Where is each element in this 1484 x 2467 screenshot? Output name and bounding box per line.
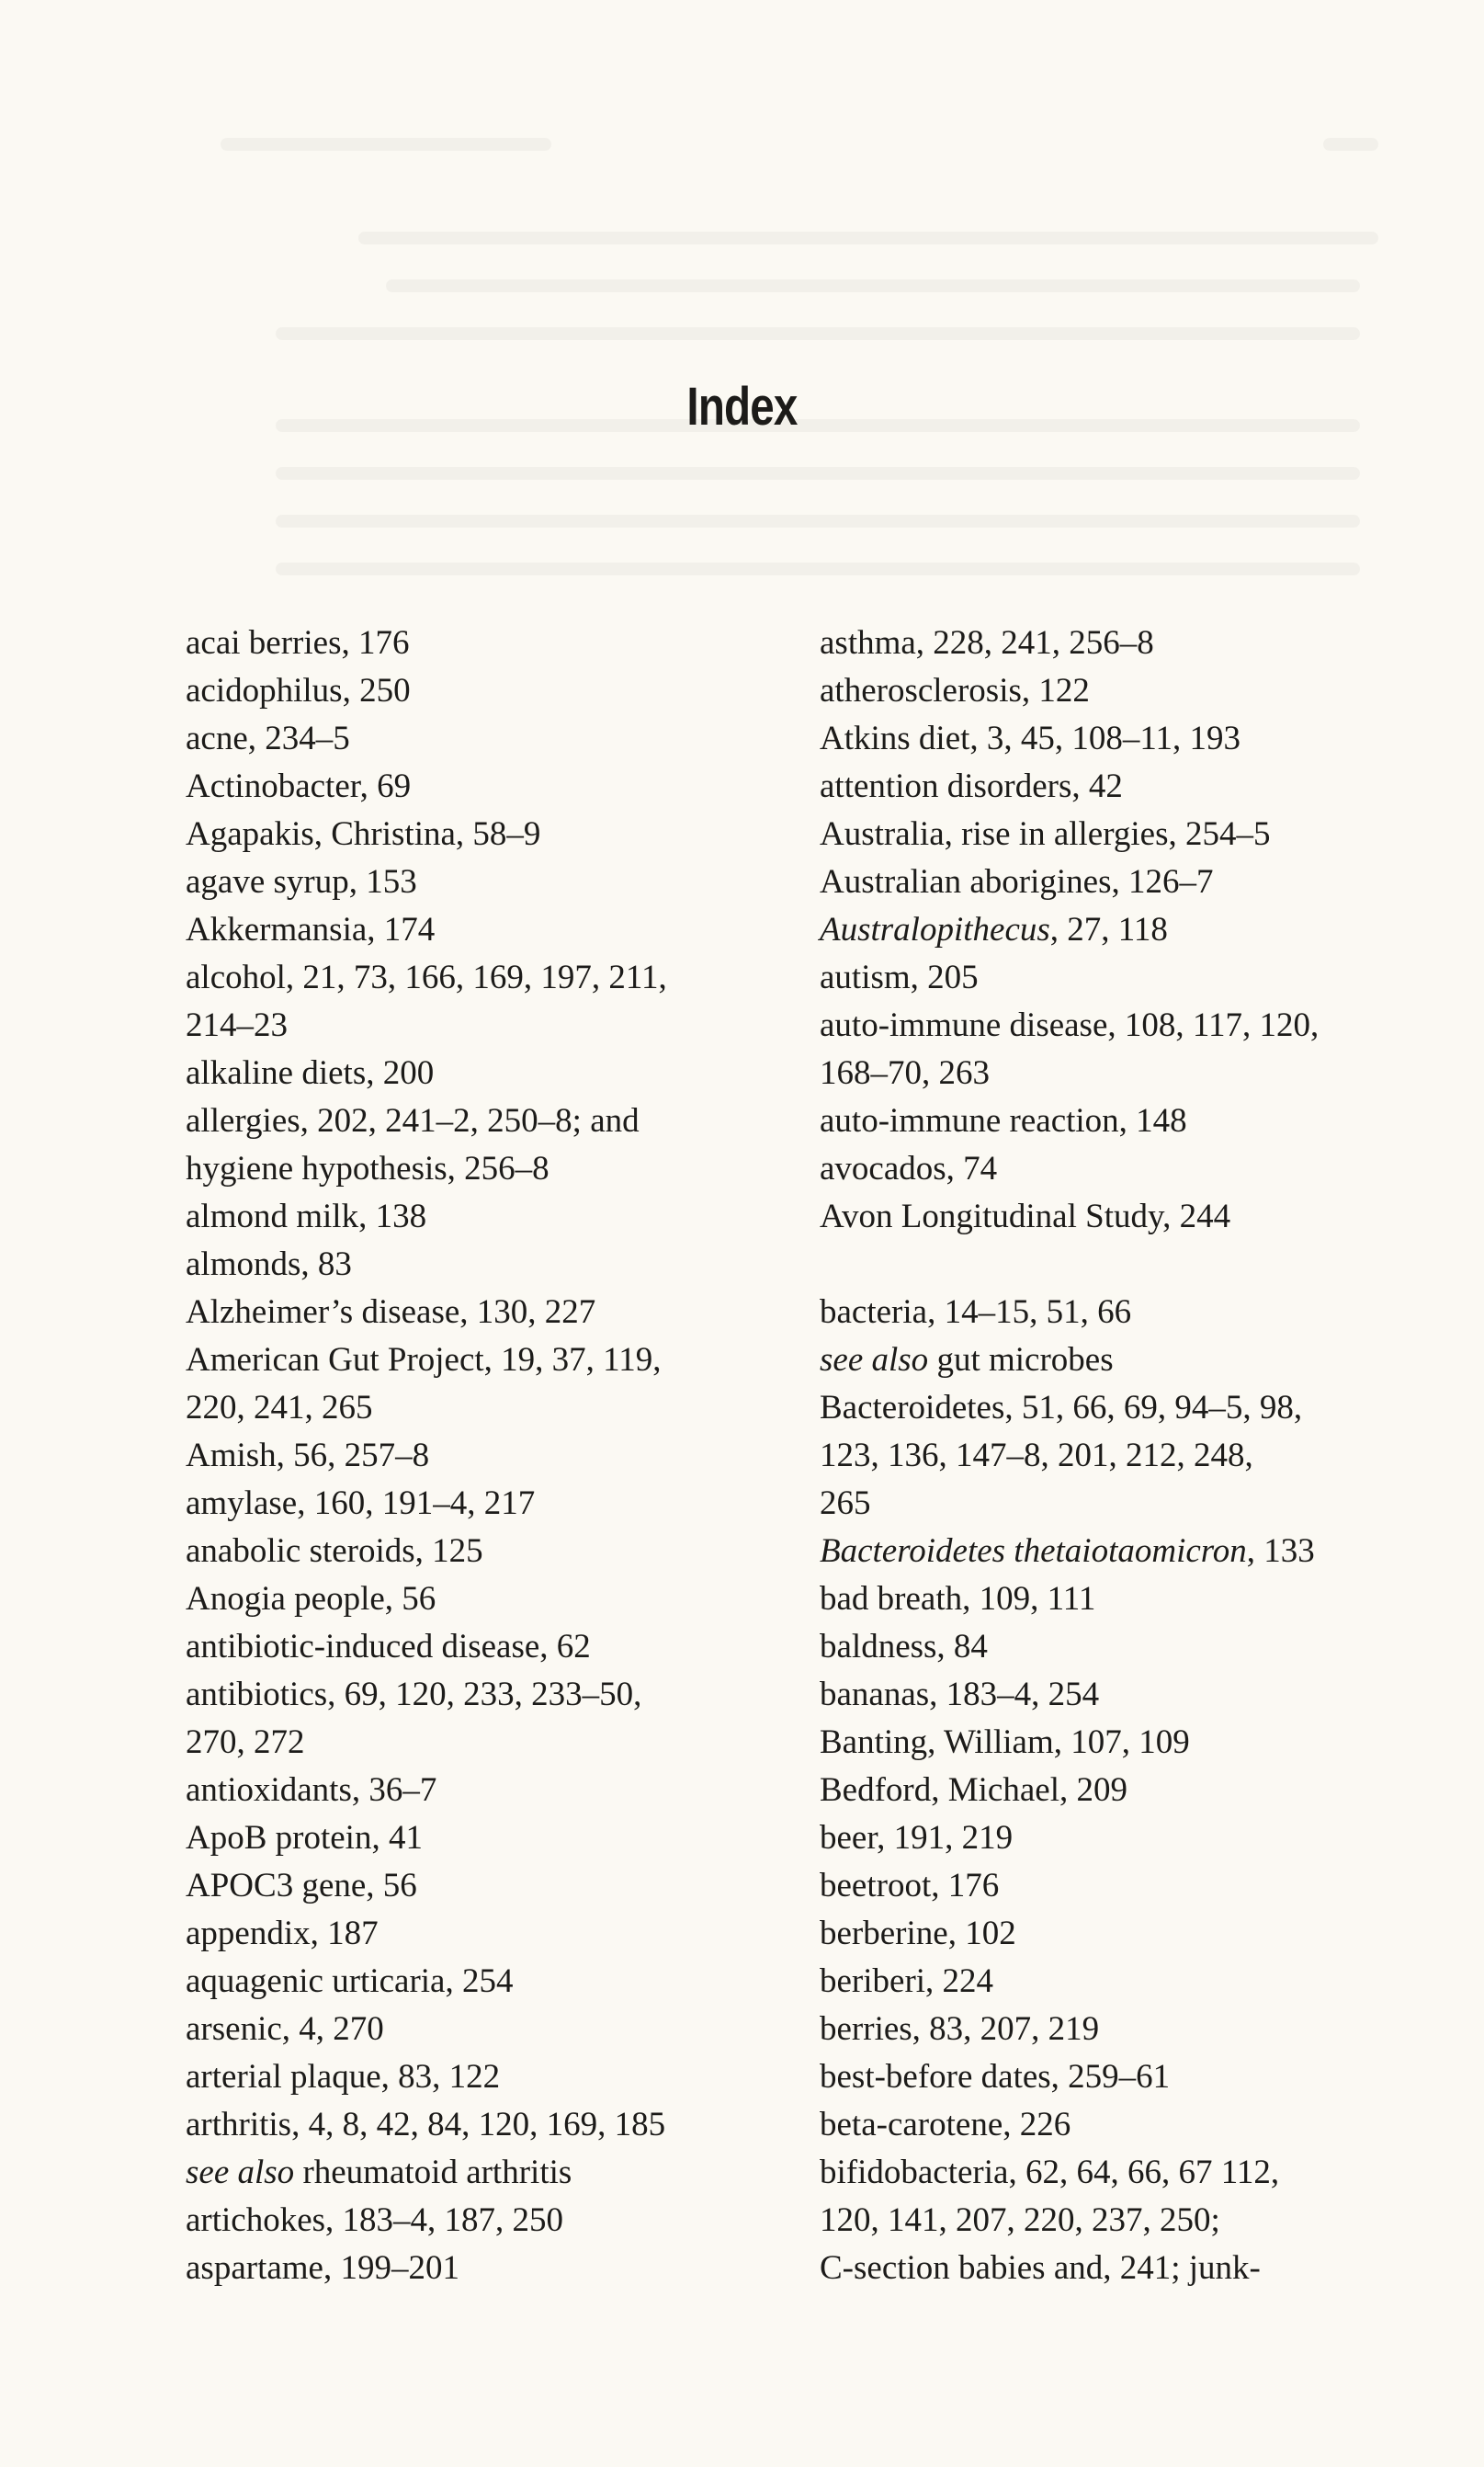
index-entry xyxy=(820,1289,1389,1384)
entry-text: appendix, 187 xyxy=(186,1915,379,1952)
index-entry-text xyxy=(820,1002,1389,1050)
index-entry-text xyxy=(186,1623,755,1671)
entry-text: agave syrup, 153 xyxy=(186,863,417,901)
index-entry-text xyxy=(186,1050,755,1097)
index-entry xyxy=(820,811,1389,858)
entry-text: antibiotics, 69, 120, 233, 233–50, xyxy=(186,1676,642,1713)
index-entry xyxy=(186,1767,755,1814)
index-entry-text xyxy=(186,1432,755,1480)
index-column-left xyxy=(186,620,755,2292)
index-entry xyxy=(820,715,1389,763)
index-entry-text xyxy=(186,2101,755,2149)
entry-text: artichokes, 183–4, 187, 250 xyxy=(186,2201,564,2239)
index-entry xyxy=(820,954,1389,1002)
entry-text: acne, 234–5 xyxy=(186,720,350,757)
index-entry-text xyxy=(186,1480,755,1528)
index-entry-text xyxy=(186,2197,755,2245)
index-entry-continuation xyxy=(820,1050,1389,1097)
entry-text: 220, 241, 265 xyxy=(186,1389,373,1427)
index-entry-text xyxy=(820,1767,1389,1814)
entry-text: , 133 xyxy=(1246,1532,1315,1570)
entry-text: bacteria, 14–15, 51, 66 xyxy=(820,1293,1132,1331)
index-entry-text xyxy=(186,811,755,858)
entry-text: aquagenic urticaria, 254 xyxy=(186,1962,514,2000)
index-entry-text xyxy=(186,1862,755,1910)
index-entry-text xyxy=(820,2006,1389,2053)
index-entry-text xyxy=(820,763,1389,811)
italic-text: Bacteroidetes thetaiotaomicron xyxy=(820,1532,1247,1570)
index-entry-text xyxy=(186,1289,755,1336)
index-entry-text xyxy=(820,1719,1389,1767)
index-entry xyxy=(186,1958,755,2006)
index-entry-continuation xyxy=(186,2149,755,2197)
index-entry-continuation xyxy=(186,1145,755,1193)
entry-text: 123, 136, 147–8, 201, 212, 248, xyxy=(820,1437,1253,1474)
entry-text: avocados, 74 xyxy=(820,1150,998,1188)
index-entry xyxy=(186,1097,755,1193)
entry-text: alkaline diets, 200 xyxy=(186,1054,435,1092)
index-entry xyxy=(186,1528,755,1575)
index-entry xyxy=(820,1910,1389,1958)
index-entry-text xyxy=(820,954,1389,1002)
index-entry xyxy=(820,1862,1389,1910)
index-entry-text xyxy=(186,1767,755,1814)
entry-text: beta-carotene, 226 xyxy=(820,2106,1071,2143)
index-entry xyxy=(186,1575,755,1623)
entry-text: attention disorders, 42 xyxy=(820,767,1123,805)
index-entry-text xyxy=(186,763,755,811)
index-entry-text xyxy=(820,1671,1389,1719)
index-entry-text xyxy=(186,2053,755,2101)
entry-text: acai berries, 176 xyxy=(186,624,410,662)
index-entry-text xyxy=(820,620,1389,667)
entry-text: 265 xyxy=(820,1484,871,1522)
index-entry xyxy=(186,2101,755,2197)
index-entry-text xyxy=(186,906,755,954)
entry-text: gut microbes xyxy=(928,1341,1114,1379)
index-entry xyxy=(820,1575,1389,1623)
index-entry xyxy=(820,858,1389,906)
entry-text: auto-immune reaction, 148 xyxy=(820,1102,1187,1140)
index-entry-text xyxy=(186,2245,755,2292)
index-entry-continuation xyxy=(820,1480,1389,1528)
entry-text: Atkins diet, 3, 45, 108–11, 193 xyxy=(820,720,1241,757)
index-entry xyxy=(186,2197,755,2245)
index-entry xyxy=(186,1193,755,1241)
index-entry xyxy=(186,763,755,811)
index-entry-text xyxy=(820,1528,1389,1575)
entry-text: berries, 83, 207, 219 xyxy=(820,2010,1100,2048)
entry-text: acidophilus, 250 xyxy=(186,672,411,710)
index-entry-text xyxy=(186,715,755,763)
entry-text: Australia, rise in allergies, 254–5 xyxy=(820,815,1271,853)
entry-text: Actinobacter, 69 xyxy=(186,767,412,805)
index-entry xyxy=(820,620,1389,667)
index-entry-text xyxy=(186,1193,755,1241)
entry-text: almonds, 83 xyxy=(186,1245,352,1283)
entry-text: allergies, 202, 241–2, 250–8; and xyxy=(186,1102,640,1140)
index-entry-text xyxy=(820,715,1389,763)
index-entry xyxy=(186,858,755,906)
index-entry-continuation xyxy=(186,1384,755,1432)
entry-text: auto-immune disease, 108, 117, 120, xyxy=(820,1006,1320,1044)
entry-text: beetroot, 176 xyxy=(820,1867,1000,1904)
index-entry-continuation xyxy=(820,1336,1389,1384)
entry-text: almond milk, 138 xyxy=(186,1198,427,1235)
entry-text: asthma, 228, 241, 256–8 xyxy=(820,624,1154,662)
index-entry xyxy=(820,1528,1389,1575)
index-entry-text xyxy=(820,1623,1389,1671)
entry-text: autism, 205 xyxy=(820,959,979,996)
entry-text: bananas, 183–4, 254 xyxy=(820,1676,1100,1713)
entry-text: Avon Longitudinal Study, 244 xyxy=(820,1198,1231,1235)
index-entry-text xyxy=(820,2101,1389,2149)
index-entry xyxy=(820,1623,1389,1671)
index-entry-text xyxy=(186,1575,755,1623)
entry-text: Agapakis, Christina, 58–9 xyxy=(186,815,541,853)
entry-text: Alzheimer’s disease, 130, 227 xyxy=(186,1293,596,1331)
entry-text: bifidobacteria, 62, 64, 66, 67 112, xyxy=(820,2154,1280,2191)
index-entry xyxy=(186,667,755,715)
entry-text: 270, 272 xyxy=(186,1723,305,1761)
index-entry-text xyxy=(186,2006,755,2053)
index-entry-text xyxy=(820,1193,1389,1241)
entry-text: bad breath, 109, 111 xyxy=(820,1580,1096,1618)
index-entry xyxy=(820,906,1389,954)
entry-text: anabolic steroids, 125 xyxy=(186,1532,483,1570)
index-entry-text xyxy=(820,811,1389,858)
entry-text: baldness, 84 xyxy=(820,1628,988,1666)
index-entry-text xyxy=(820,906,1389,954)
index-entry xyxy=(186,1050,755,1097)
index-entry-continuation xyxy=(820,1432,1389,1480)
italic-text: see also xyxy=(186,2154,295,2191)
index-entry-text xyxy=(820,667,1389,715)
index-entry-text xyxy=(820,858,1389,906)
entry-text: rheumatoid arthritis xyxy=(294,2154,572,2191)
index-entry xyxy=(820,1814,1389,1862)
index-entry-continuation xyxy=(186,1002,755,1050)
index-entry-text xyxy=(186,1336,755,1384)
entry-text: American Gut Project, 19, 37, 119, xyxy=(186,1341,662,1379)
index-entry xyxy=(820,1719,1389,1767)
index-entry-text xyxy=(820,1862,1389,1910)
index-entry-text xyxy=(820,1910,1389,1958)
entry-text: arthritis, 4, 8, 42, 84, 120, 169, 185 xyxy=(186,2106,666,2143)
index-entry xyxy=(186,2245,755,2292)
index-entry-text xyxy=(820,2053,1389,2101)
entry-text: best-before dates, 259–61 xyxy=(820,2058,1171,2096)
entry-text: atherosclerosis, 122 xyxy=(820,672,1090,710)
entry-text: C-section babies and, 241; junk- xyxy=(820,2249,1261,2287)
italic-text: Australopithecus xyxy=(820,911,1050,949)
entry-text: Amish, 56, 257–8 xyxy=(186,1437,430,1474)
entry-text: alcohol, 21, 73, 166, 169, 197, 211, xyxy=(186,959,667,996)
entry-text: beer, 191, 219 xyxy=(820,1819,1014,1857)
index-entry xyxy=(820,2053,1389,2101)
index-entry-text xyxy=(186,1958,755,2006)
entry-text: arsenic, 4, 270 xyxy=(186,2010,384,2048)
index-entry xyxy=(186,1862,755,1910)
entry-text: arterial plaque, 83, 122 xyxy=(186,2058,501,2096)
index-entry xyxy=(186,1289,755,1336)
index-entry-text xyxy=(820,2149,1389,2197)
index-entry xyxy=(820,2101,1389,2149)
index-entry xyxy=(186,2006,755,2053)
index-entry-continuation xyxy=(820,2245,1389,2292)
entry-text: 120, 141, 207, 220, 237, 250; xyxy=(820,2201,1220,2239)
index-entry-text xyxy=(186,620,755,667)
index-entry xyxy=(186,1432,755,1480)
entry-text: hygiene hypothesis, 256–8 xyxy=(186,1150,549,1188)
index-entry xyxy=(820,1193,1389,1241)
index-entry xyxy=(186,811,755,858)
entry-text: Banting, William, 107, 109 xyxy=(820,1723,1190,1761)
index-entry xyxy=(820,763,1389,811)
index-entry xyxy=(820,1671,1389,1719)
index-entry xyxy=(820,2006,1389,2053)
index-column-right xyxy=(820,620,1389,2292)
index-entry-text xyxy=(820,1097,1389,1145)
entry-text: , 27, 118 xyxy=(1049,911,1168,949)
index-entry-text xyxy=(186,1910,755,1958)
index-entry xyxy=(186,1623,755,1671)
entry-text: ApoB protein, 41 xyxy=(186,1819,423,1857)
entry-text: Bacteroidetes, 51, 66, 69, 94–5, 98, xyxy=(820,1389,1303,1427)
entry-text: Australian aborigines, 126–7 xyxy=(820,863,1214,901)
index-entry xyxy=(820,2149,1389,2292)
index-entry xyxy=(186,1910,755,1958)
index-entry-text xyxy=(186,667,755,715)
entry-text: beriberi, 224 xyxy=(820,1962,994,2000)
index-entry xyxy=(186,1671,755,1767)
index-entry-text xyxy=(820,1814,1389,1862)
index-entry-text xyxy=(186,1528,755,1575)
index-entry xyxy=(186,620,755,667)
index-entry xyxy=(820,1145,1389,1193)
index-entry-text xyxy=(820,1289,1389,1336)
index-entry-continuation xyxy=(186,1719,755,1767)
entry-text: Bedford, Michael, 209 xyxy=(820,1771,1127,1809)
index-entry xyxy=(820,1384,1389,1528)
index-entry-text xyxy=(186,1671,755,1719)
index-entry xyxy=(186,1480,755,1528)
index-entry xyxy=(186,715,755,763)
index-entry xyxy=(186,2053,755,2101)
index-entry-continuation xyxy=(820,2197,1389,2245)
entry-text: aspartame, 199–201 xyxy=(186,2249,459,2287)
index-entry xyxy=(820,1767,1389,1814)
index-entry xyxy=(820,1097,1389,1145)
index-entry xyxy=(820,1958,1389,2006)
italic-text: see also xyxy=(820,1341,929,1379)
index-entry-text xyxy=(186,858,755,906)
index-entry-text xyxy=(186,954,755,1002)
index-entry-text xyxy=(820,1958,1389,2006)
entry-text: 168–70, 263 xyxy=(820,1054,990,1092)
index-entry-text xyxy=(186,1814,755,1862)
entry-text: 214–23 xyxy=(186,1006,288,1044)
entry-text: amylase, 160, 191–4, 217 xyxy=(186,1484,536,1522)
index-entry-text xyxy=(186,1097,755,1145)
entry-text: antioxidants, 36–7 xyxy=(186,1771,437,1809)
index-entry-text xyxy=(820,1384,1389,1432)
index-entry xyxy=(186,906,755,954)
entry-text: Akkermansia, 174 xyxy=(186,911,436,949)
entry-text: berberine, 102 xyxy=(820,1915,1016,1952)
index-entry xyxy=(186,954,755,1050)
entry-text: antibiotic-induced disease, 62 xyxy=(186,1628,591,1666)
entry-text: APOC3 gene, 56 xyxy=(186,1867,417,1904)
index-entry xyxy=(820,1002,1389,1097)
index-entry xyxy=(186,1814,755,1862)
page-title: Index xyxy=(686,376,798,437)
index-entry-text xyxy=(820,1145,1389,1193)
index-entry xyxy=(820,667,1389,715)
index-entry-text xyxy=(186,1241,755,1289)
index-entry xyxy=(186,1241,755,1289)
index-entry-text xyxy=(820,1575,1389,1623)
entry-text: Anogia people, 56 xyxy=(186,1580,436,1618)
index-entry xyxy=(186,1336,755,1432)
